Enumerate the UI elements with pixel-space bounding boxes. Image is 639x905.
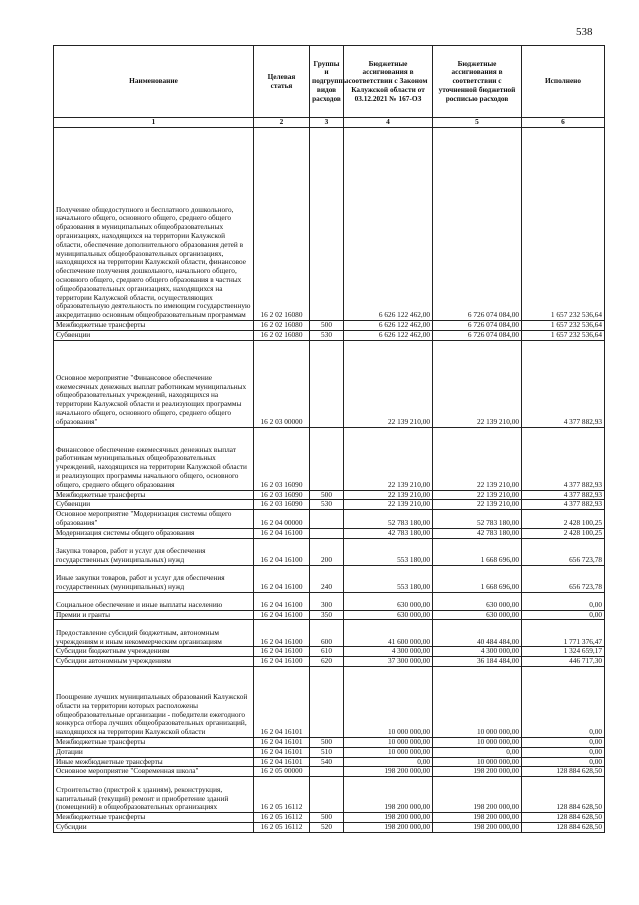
cell-name: Иные межбюджетные трансферты: [54, 757, 254, 767]
table-row: [54, 128, 605, 321]
cell-refined: 40 484 484,00: [433, 620, 522, 647]
cell-name: Субвенции: [54, 500, 254, 510]
cell-refined: 22 139 210,00: [433, 500, 522, 510]
table-row: [54, 747, 605, 757]
cell-refined: 630 000,00: [433, 610, 522, 620]
cell-refined: 0,00: [433, 747, 522, 757]
cell-executed: 128 884 628,50: [522, 777, 605, 813]
cell-executed: 656 723,78: [522, 565, 605, 592]
cell-executed: 1 771 376,47: [522, 620, 605, 647]
cell-executed: 0,00: [522, 610, 605, 620]
cell-group: 240: [310, 565, 344, 592]
table-row: [54, 620, 605, 647]
cell-refined: 10 000 000,00: [433, 666, 522, 737]
cell-group: 540: [310, 757, 344, 767]
cell-name: Субсидии бюджетным учреждениям: [54, 647, 254, 657]
cell-law: 553 180,00: [344, 538, 433, 565]
cell-executed: 656 723,78: [522, 538, 605, 565]
cell-group: 500: [310, 490, 344, 500]
cell-refined: 10 000 000,00: [433, 737, 522, 747]
cell-executed: 4 377 882,93: [522, 500, 605, 510]
cell-executed: 128 884 628,50: [522, 767, 605, 777]
table-row: [54, 565, 605, 592]
cell-group: 300: [310, 592, 344, 610]
cell-name: Строительство (пристрой к зданиям), реконструкция, капитальный (текущий) ремонт и приобретение зданий (помещений) в общеобразовательных организациях: [54, 777, 254, 813]
cell-group: 200: [310, 538, 344, 565]
cell-law: 6 626 122 462,00: [344, 330, 433, 340]
table-row: [54, 592, 605, 610]
cell-code: 16 2 04 16101: [254, 737, 310, 747]
table-row: [54, 330, 605, 340]
table-row: [54, 340, 605, 427]
cell-name: Межбюджетные трансферты: [54, 490, 254, 500]
cell-group: 530: [310, 330, 344, 340]
cell-code: 16 2 04 00000: [254, 510, 310, 529]
cell-group: 610: [310, 647, 344, 657]
cell-executed: 446 717,30: [522, 657, 605, 667]
cell-group: [310, 340, 344, 427]
cell-code: 16 2 05 16112: [254, 822, 310, 832]
cell-executed: 1 657 232 536,64: [522, 128, 605, 321]
column-number: 5: [433, 118, 522, 128]
cell-refined: 1 668 696,00: [433, 538, 522, 565]
cell-law: 198 200 000,00: [344, 813, 433, 823]
column-number: 6: [522, 118, 605, 128]
cell-refined: 6 726 074 084,00: [433, 128, 522, 321]
cell-refined: 22 139 210,00: [433, 490, 522, 500]
cell-executed: 4 377 882,93: [522, 340, 605, 427]
cell-code: 16 2 05 16112: [254, 777, 310, 813]
cell-refined: 198 200 000,00: [433, 767, 522, 777]
table-row: [54, 427, 605, 490]
column-number: 2: [254, 118, 310, 128]
header-executed: Исполнено: [522, 46, 605, 118]
cell-refined: 6 726 074 084,00: [433, 321, 522, 331]
cell-group: [310, 767, 344, 777]
header-law: Бюджетные ассигнования в соответствии с Законом Калужской области от 03.12.2021 № 167-ОЗ: [344, 46, 433, 118]
cell-executed: 1 657 232 536,64: [522, 321, 605, 331]
cell-executed: 0,00: [522, 757, 605, 767]
table-row: [54, 767, 605, 777]
cell-code: 16 2 04 16101: [254, 666, 310, 737]
cell-refined: 22 139 210,00: [433, 340, 522, 427]
cell-group: 520: [310, 822, 344, 832]
cell-code: 16 2 04 16100: [254, 647, 310, 657]
cell-group: 620: [310, 657, 344, 667]
cell-group: 530: [310, 500, 344, 510]
cell-code: 16 2 04 16100: [254, 620, 310, 647]
cell-law: 630 000,00: [344, 592, 433, 610]
cell-name: Поощрение лучших муниципальных образований Калужской области на территории которых расположены общеобразовательные организации - победители ежегодного конкурса отбора лучших общеобразовательных организаций, находящихся на территории Калужской области: [54, 666, 254, 737]
table-row: [54, 822, 605, 832]
cell-law: 198 200 000,00: [344, 822, 433, 832]
header-group: Группы и подгруппы видов расходов: [310, 46, 344, 118]
cell-refined: 42 783 180,00: [433, 528, 522, 538]
cell-group: [310, 666, 344, 737]
cell-executed: 128 884 628,50: [522, 813, 605, 823]
column-number-row: [54, 118, 605, 128]
column-number: 4: [344, 118, 433, 128]
cell-law: 198 200 000,00: [344, 767, 433, 777]
cell-code: 16 2 04 16100: [254, 538, 310, 565]
table-row: [54, 538, 605, 565]
cell-code: 16 2 04 16101: [254, 757, 310, 767]
cell-law: 198 200 000,00: [344, 777, 433, 813]
cell-group: [310, 510, 344, 529]
cell-name: Субсидии автономным учреждениям: [54, 657, 254, 667]
cell-law: 52 783 180,00: [344, 510, 433, 529]
cell-executed: 4 377 882,93: [522, 490, 605, 500]
cell-name: Социальное обеспечение и иные выплаты населению: [54, 592, 254, 610]
budget-table: [53, 45, 605, 833]
cell-code: 16 2 04 16100: [254, 565, 310, 592]
cell-name: Межбюджетные трансферты: [54, 737, 254, 747]
cell-name: Основное мероприятие "Современная школа": [54, 767, 254, 777]
cell-law: 4 300 000,00: [344, 647, 433, 657]
cell-code: 16 2 04 16100: [254, 592, 310, 610]
cell-refined: 4 300 000,00: [433, 647, 522, 657]
cell-executed: 1 324 659,17: [522, 647, 605, 657]
cell-law: 10 000 000,00: [344, 666, 433, 737]
cell-group: [310, 427, 344, 490]
cell-code: 16 2 03 00000: [254, 340, 310, 427]
cell-name: Межбюджетные трансферты: [54, 321, 254, 331]
cell-refined: 630 000,00: [433, 592, 522, 610]
cell-name: Премии и гранты: [54, 610, 254, 620]
cell-executed: 128 884 628,50: [522, 822, 605, 832]
cell-group: 500: [310, 813, 344, 823]
cell-executed: 2 428 100,25: [522, 510, 605, 529]
cell-law: 22 139 210,00: [344, 500, 433, 510]
page-number: 538: [576, 26, 593, 38]
cell-executed: 4 377 882,93: [522, 427, 605, 490]
cell-name: Субсидии: [54, 822, 254, 832]
cell-code: 16 2 04 16100: [254, 610, 310, 620]
cell-refined: 198 200 000,00: [433, 822, 522, 832]
table-row: [54, 610, 605, 620]
cell-code: 16 2 02 16080: [254, 321, 310, 331]
cell-group: [310, 528, 344, 538]
cell-law: 41 600 000,00: [344, 620, 433, 647]
table-row: [54, 737, 605, 747]
cell-group: 600: [310, 620, 344, 647]
header-name: Наименование: [54, 46, 254, 118]
cell-code: 16 2 03 16090: [254, 427, 310, 490]
cell-name: Предоставление субсидий бюджетным, автономным учреждениям и иным некоммерческим организациям: [54, 620, 254, 647]
cell-executed: 0,00: [522, 747, 605, 757]
cell-code: 16 2 04 16101: [254, 747, 310, 757]
cell-law: 630 000,00: [344, 610, 433, 620]
cell-group: [310, 128, 344, 321]
cell-group: 500: [310, 737, 344, 747]
header-code: Целевая статья: [254, 46, 310, 118]
cell-code: 16 2 03 16090: [254, 500, 310, 510]
cell-name: Основное мероприятие "Финансовое обеспечение ежемесячных денежных выплат работникам муниципальных общеобразовательных учреждений, находящихся на территории Калужской области и реализующих программы начального общего, основного общего, среднего общего образования": [54, 340, 254, 427]
cell-name: Получение общедоступного и бесплатного дошкольного, начального общего, основного общего, среднего общего образования в муниципальных общеобразовательных организациях, находящихся на территории Калужской области, обеспечение дополнительного образования детей в муниципальных общеобразовательных организациях, находящихся на территории Калужской области, финансовое обеспечение получения дошкольного, начального общего, основного общего, среднего общего образования в частных общеобразовательных организациях, находящихся на территории Калужской области, осуществляющих образовательную деятельность по имеющим государственную аккредитацию основным общеобразовательным программам: [54, 128, 254, 321]
table-header-row: [54, 46, 605, 118]
cell-executed: 0,00: [522, 737, 605, 747]
cell-refined: 6 726 074 084,00: [433, 330, 522, 340]
cell-law: 10 000 000,00: [344, 747, 433, 757]
cell-name: Основное мероприятие "Модернизация системы общего образования": [54, 510, 254, 529]
column-number: 1: [54, 118, 254, 128]
cell-name: Закупка товаров, работ и услуг для обеспечения государственных (муниципальных) нужд: [54, 538, 254, 565]
table-row: [54, 528, 605, 538]
cell-refined: 36 184 484,00: [433, 657, 522, 667]
cell-law: 6 626 122 462,00: [344, 321, 433, 331]
cell-refined: 198 200 000,00: [433, 813, 522, 823]
cell-law: 10 000 000,00: [344, 737, 433, 747]
cell-executed: 2 428 100,25: [522, 528, 605, 538]
cell-law: 22 139 210,00: [344, 427, 433, 490]
cell-name: Финансовое обеспечение ежемесячных денежных выплат работникам муниципальных общеобразовательных учреждений, находящихся на территории Калужской области и реализующих программы начального общего, основного общего, среднего общего образования: [54, 427, 254, 490]
cell-law: 22 139 210,00: [344, 490, 433, 500]
cell-code: 16 2 05 16112: [254, 813, 310, 823]
cell-name: Межбюджетные трансферты: [54, 813, 254, 823]
cell-executed: 1 657 232 536,64: [522, 330, 605, 340]
cell-group: [310, 777, 344, 813]
cell-name: Дотации: [54, 747, 254, 757]
cell-executed: 0,00: [522, 592, 605, 610]
cell-law: 37 300 000,00: [344, 657, 433, 667]
cell-name: Субвенции: [54, 330, 254, 340]
cell-group: 500: [310, 321, 344, 331]
cell-code: 16 2 03 16090: [254, 490, 310, 500]
header-refined: Бюджетные ассигнования в соответствии с уточненной бюджетной росписью расходов: [433, 46, 522, 118]
table-row: [54, 321, 605, 331]
cell-law: 6 626 122 462,00: [344, 128, 433, 321]
table-row: [54, 510, 605, 529]
table-row: [54, 813, 605, 823]
cell-executed: 0,00: [522, 666, 605, 737]
cell-refined: 52 783 180,00: [433, 510, 522, 529]
table-row: [54, 657, 605, 667]
cell-group: 350: [310, 610, 344, 620]
column-number: 3: [310, 118, 344, 128]
cell-code: 16 2 02 16080: [254, 330, 310, 340]
cell-refined: 198 200 000,00: [433, 777, 522, 813]
cell-group: 510: [310, 747, 344, 757]
cell-law: 22 139 210,00: [344, 340, 433, 427]
cell-code: 16 2 02 16080: [254, 128, 310, 321]
cell-name: Иные закупки товаров, работ и услуг для обеспечения государственных (муниципальных) нужд: [54, 565, 254, 592]
cell-law: 42 783 180,00: [344, 528, 433, 538]
table-row: [54, 666, 605, 737]
table-row: [54, 777, 605, 813]
cell-law: 553 180,00: [344, 565, 433, 592]
cell-law: 0,00: [344, 757, 433, 767]
cell-name: Модернизация системы общего образования: [54, 528, 254, 538]
cell-refined: 22 139 210,00: [433, 427, 522, 490]
cell-refined: 10 000 000,00: [433, 757, 522, 767]
cell-code: 16 2 04 16100: [254, 657, 310, 667]
cell-refined: 1 668 696,00: [433, 565, 522, 592]
cell-code: 16 2 04 16100: [254, 528, 310, 538]
cell-code: 16 2 05 00000: [254, 767, 310, 777]
